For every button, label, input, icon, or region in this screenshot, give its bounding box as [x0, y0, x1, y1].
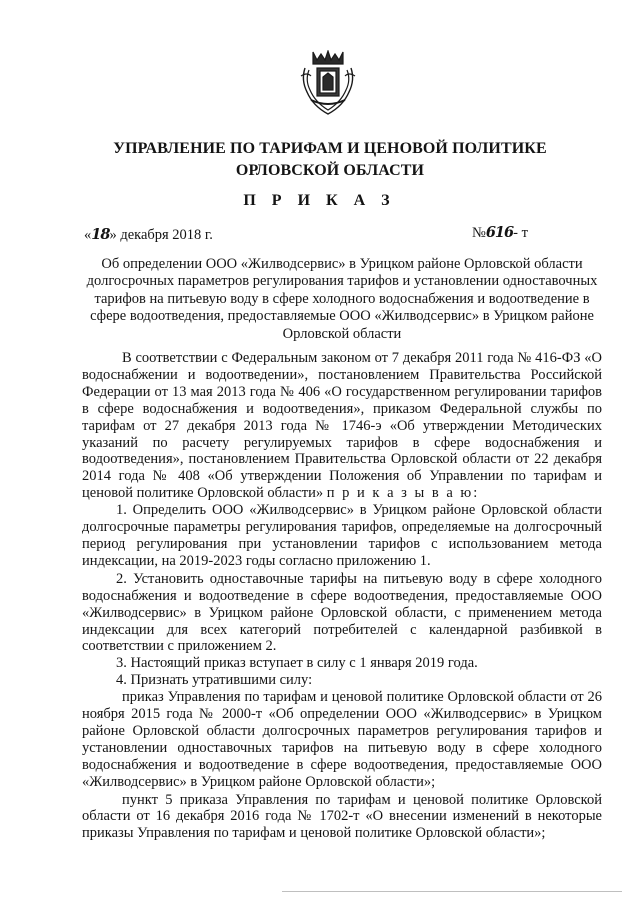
item-4a-paragraph: приказ Управления по тарифам и ценовой политике Орловской области от 26 ноября 2015 года № 2000-т «Об определении ООО «Жилводсервис» в Урицком районе Орловской области долгосрочных параметров регулирования тарифов и установлении одноставочных тарифов на питьевую воду в сфере холодного водоснабжения и водоотведение в сфере водоотведения, предоставляемые ООО «Жилводсервис» в Урицком районе Орловской области»;: [82, 689, 602, 790]
organization-name-line2: ОРЛОВСКОЙ ОБЛАСТИ: [235, 162, 425, 179]
order-date: [84, 226, 213, 244]
item-2-paragraph: 2. Установить одноставочные тарифы на питьевую воду в сфере холодного водоснабжения и водоотведение в сфере водоотведения, предоставляемые ООО «Жилводсервис» в Урицком районе Орловской области, с применением метода индексации для всех категорий потребителей с календарной разбивкой в соответствии с приложением 2.: [82, 570, 602, 655]
order-subject: Об определении ООО «Жилводсервис» в Урицком районе Орловской области долгосрочных параметров регулирования тарифов и установлении одноставочных тарифов на питьевую воду в сфере холодного водоснабжения и водоотведение в сфере водоотведения, предоставляемые ООО «Жилводсервис» в Урицком районе Орловской области: [86, 256, 598, 342]
date-day-handwritten: 18: [91, 226, 110, 243]
number-handwritten: 616: [485, 224, 514, 241]
preamble-paragraph: [82, 350, 602, 502]
item-3-paragraph: 3. Настоящий приказ вступает в силу с 1 января 2019 года.: [116, 655, 478, 672]
date-quote-open: «: [84, 227, 92, 243]
order-body: [82, 350, 602, 842]
preamble-text: В соответствии с Федеральным законом от 7 декабря 2011 года № 416-ФЗ «О водоснабжении и водоотведении», постановлением Правительства Российской Федерации от 13 мая 2013 года № 406 «О государственном регулировании тарифов в сфере водоснабжения и водоотведения», приказом Федеральной службы по тарифам от 27 декабря 2013 года № 1746-э «Об утверждении Методических указаний по расчету регулируемых тарифов в сфере водоснабжения и водоотведения», постановлением Правительства Орловской области от 22 декабря 2014 года № 408 «Об утверждении Положения об Управлении по тарифам и ценовой политике Орловской области»: [82, 350, 602, 502]
coat-of-arms-icon: [299, 50, 357, 118]
number-sign: №: [472, 225, 486, 241]
item-1-paragraph: 1. Определить ООО «Жилводсервис» в Урицком районе Орловской области долгосрочные параметры регулирования тарифов, определяемые на долгосрочный период регулирования при установлении тарифов с использованием метода индексации, на 2019-2023 годы согласно приложению 1.: [82, 502, 602, 569]
order-word: п р и к а з ы в а ю:: [326, 485, 480, 502]
item-4-paragraph: 4. Признать утратившими силу:: [116, 672, 313, 689]
date-month-year: » декабря 2018 г.: [109, 227, 213, 243]
order-number: [472, 224, 528, 242]
item-4b-paragraph: пункт 5 приказа Управления по тарифам и ценовой политике Орловской области от 16 декабря 2016 года № 1702-т «О внесении изменений в некоторые приказы Управления по тарифам и ценовой политике Орловской области»;: [82, 791, 602, 842]
organization-name-line1: УПРАВЛЕНИЕ ПО ТАРИФАМ И ЦЕНОВОЙ ПОЛИТИКЕ: [113, 140, 547, 157]
bottom-scan-line: [282, 891, 622, 892]
number-suffix: - т: [513, 225, 528, 241]
document-type-title: П Р И К А З: [243, 192, 396, 209]
